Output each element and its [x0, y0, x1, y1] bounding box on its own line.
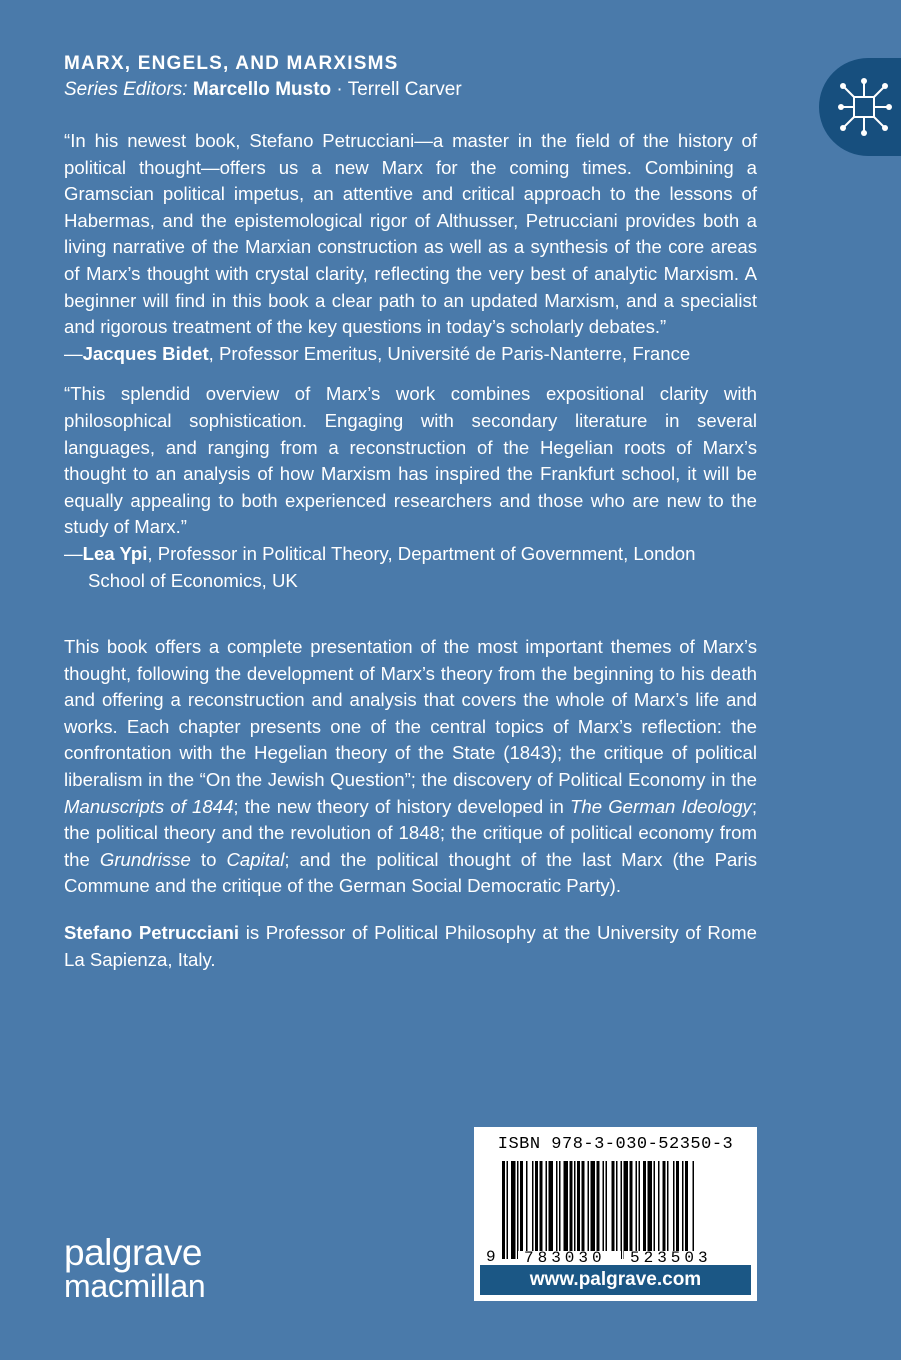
attribution-dash: — — [64, 542, 83, 564]
barcode-bar — [564, 1161, 569, 1259]
author-bio — [64, 920, 757, 973]
barcode-bar — [636, 1161, 638, 1259]
description-text: ; the new theory of history developed in — [233, 795, 571, 817]
barcode-bar — [648, 1161, 653, 1259]
barcode-bar — [574, 1161, 576, 1259]
barcode-bar — [511, 1161, 516, 1259]
barcode-bar — [603, 1161, 605, 1259]
barcode-bar — [540, 1161, 543, 1259]
description-text: to — [190, 848, 227, 870]
book-description — [64, 634, 757, 900]
barcode-group-2: 523503 — [630, 1249, 712, 1265]
publisher-logo — [64, 1232, 206, 1304]
barcode-bar — [658, 1161, 660, 1259]
barcode-bar — [616, 1161, 618, 1259]
series-editors — [64, 78, 462, 102]
barcode-bar — [532, 1161, 534, 1259]
title-grundrisse: Grundrisse — [99, 848, 191, 870]
barcode-bar — [606, 1161, 608, 1259]
series-badge — [819, 58, 901, 156]
barcode-box — [474, 1127, 757, 1301]
barcode-bar — [556, 1161, 558, 1259]
quote-author-bidet: Jacques Bidet — [82, 342, 209, 364]
series-header — [64, 52, 462, 102]
barcode-first-digit: 9 — [486, 1248, 496, 1265]
quote-ypi-attribution — [64, 541, 757, 594]
barcode-bar — [535, 1161, 538, 1259]
barcode-bar — [639, 1161, 641, 1259]
attribution-dash: — — [64, 342, 83, 364]
barcode-bar — [570, 1161, 573, 1259]
barcode-bar — [667, 1161, 669, 1259]
quote-affiliation-bidet: , Professor Emeritus, Université de Paris-Nanterre, France — [208, 342, 691, 364]
series-editor-1: Marcello Musto — [192, 79, 332, 100]
author-name: Stefano Petrucciani — [64, 922, 240, 944]
series-editors-label: Series Editors: — [64, 79, 188, 100]
quote-bidet: “In his newest book, Stefano Petrucciani—a master in the field of the history of political thought—offers us a new Marx for the coming times. Combining a Gramscian political impetus, an attentive and critical approach to the lessons of Habermas, and the epistemological rigor of Althusser, Petrucciani provides both a living narrative of the Marxian construction as well as a synthesis of the core areas of Marx’s thought with crystal clarity, reflecting the very best of analytic Marxism. A beginner will find in this book a clear path to an updated Marxism, and a specialist and rigorous treatment of the key questions in today’s scholarly debates.” — [64, 130, 757, 338]
quote-affiliation-ypi-1: , Professor in Political Theory, Department of Government, London — [147, 542, 696, 564]
barcode-bar — [624, 1161, 629, 1259]
author-bio-text: is Professor of Political Philosophy at the University of Rome La Sapienza, Italy. — [64, 922, 757, 970]
barcode-bar — [673, 1161, 675, 1259]
barcode-bar — [520, 1161, 523, 1259]
barcode-bar — [654, 1161, 656, 1259]
isbn-text: ISBN 978-3-030-52350-3 — [497, 1135, 734, 1154]
barcode-bar — [612, 1161, 615, 1259]
barcode-bar — [526, 1161, 528, 1259]
barcode-bar — [577, 1161, 580, 1259]
barcode-bar — [630, 1161, 633, 1259]
quote-author-ypi: Lea Ypi — [82, 542, 148, 564]
title-german-ideology: The German Ideology — [570, 795, 752, 817]
barcode-bar — [693, 1161, 695, 1259]
barcode-bar — [502, 1161, 505, 1259]
series-editor-2: Terrell Carver — [347, 79, 462, 100]
barcode-group-1: 783030 — [524, 1249, 606, 1265]
barcode-bar — [682, 1161, 684, 1259]
description-text: ; and the political thought of the last Marx (the Paris Commune and the critique of the German Social Democratic Party). — [64, 848, 757, 897]
back-cover-text — [64, 128, 757, 973]
barcode-bar — [546, 1161, 548, 1259]
barcode-bar — [676, 1161, 679, 1259]
publisher-logo-line1: palgrave — [64, 1232, 202, 1273]
barcode-bar — [507, 1161, 509, 1259]
barcode-bar — [588, 1161, 590, 1259]
barcode-bar — [685, 1161, 688, 1259]
title-manuscripts: Manuscripts of 1844 — [64, 795, 234, 817]
series-title: MARX, ENGELS, AND MARXISMS — [64, 53, 399, 74]
circuit-icon — [837, 75, 893, 139]
publisher-url[interactable]: www.palgrave.com — [480, 1265, 751, 1295]
barcode-bar — [621, 1161, 623, 1259]
barcode-bar — [517, 1161, 519, 1259]
description-text: ; the political theory and the revolution of 1848; the critique of political economy from the — [64, 795, 758, 870]
barcode-bar — [559, 1161, 561, 1259]
barcode-bar — [643, 1161, 646, 1259]
barcode-bar — [582, 1161, 585, 1259]
publisher-logo-line2: macmillan — [64, 1268, 206, 1304]
barcode-bar — [663, 1161, 666, 1259]
barcode-bar — [591, 1161, 596, 1259]
barcode-bar — [549, 1161, 554, 1259]
description-text: This book offers a complete presentation of the most important themes of Marx’s thought, following the development of Marx’s theory from the beginning to his death and offering a reconstruction and analysis that covers the whole of Marx’s life and works. Each chapter presents one of the central topics of Marx’s reflection: the confrontation with the Hegelian theory of the State (1843); the critique of political liberalism in the “On the Jewish Question”; the discovery of Political Economy in the — [64, 636, 757, 791]
barcode — [484, 1161, 747, 1265]
series-separator: · — [336, 79, 343, 100]
quote-bidet-attribution — [64, 341, 757, 368]
quote-ypi: “This splendid overview of Marx’s work combines expositional clarity with philosophical sophistication. Engaging with secondary literature in several languages, and ranging from a reconstruction of the Hegelian roots of Marx’s thought to an analysis of how Marxism has inspired the Frankfurt school, it will be equally appealing to both experienced researchers and those who are new to the study of Marx.” — [64, 383, 757, 538]
barcode-bar — [597, 1161, 600, 1259]
quote-affiliation-ypi-2: School of Economics, UK — [88, 569, 298, 591]
title-capital: Capital — [226, 848, 285, 870]
